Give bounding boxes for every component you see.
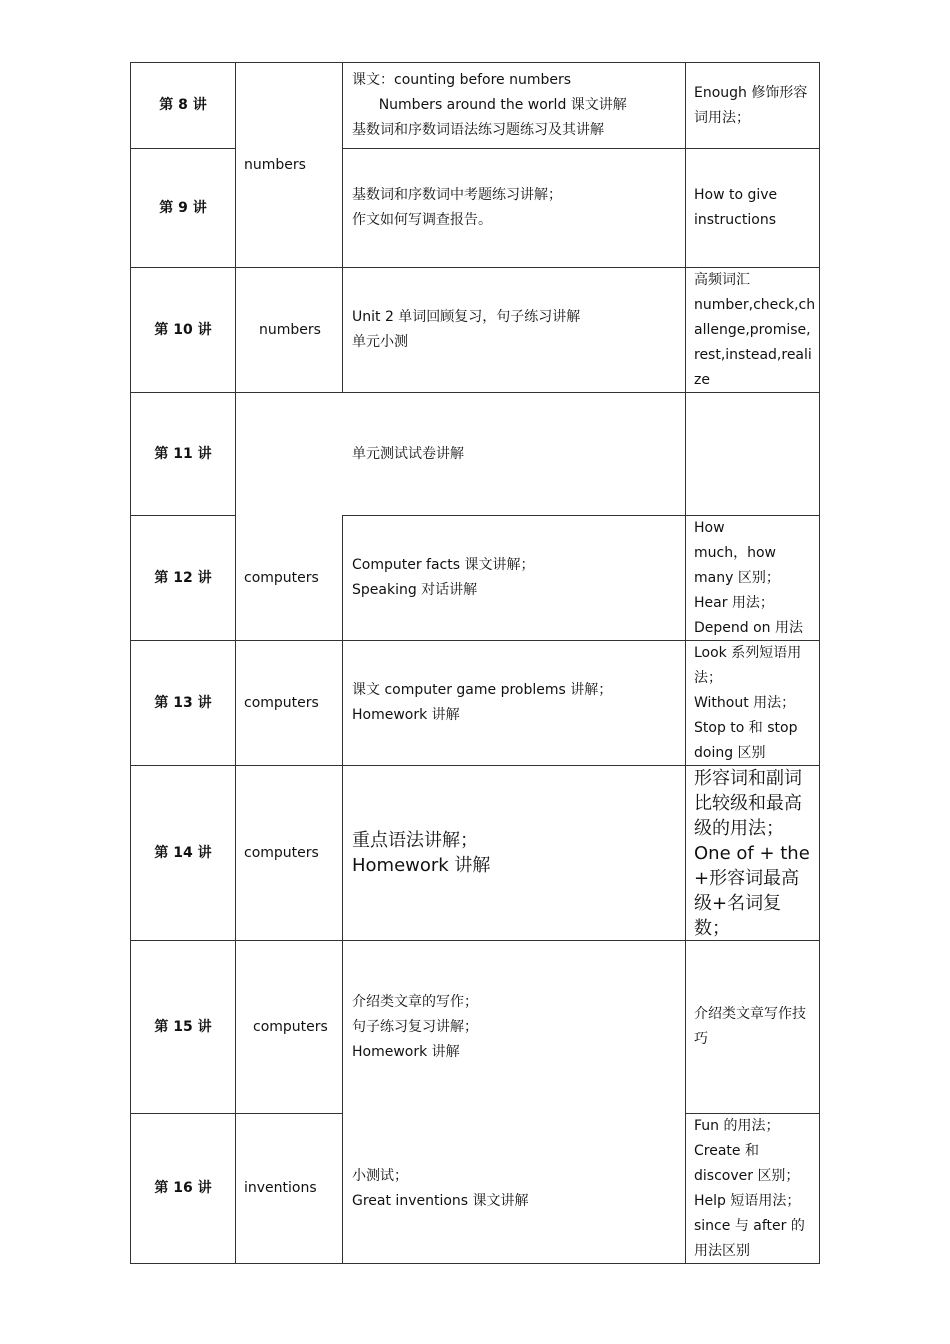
content-cell: 小测试； Great inventions 课文讲解 (352, 1167, 529, 1209)
topic-cell: computers (244, 569, 319, 586)
notes-cell: How much，how many 区别； Hear 用法； Depend on 用法 (694, 519, 803, 636)
topic-cell: numbers (244, 156, 306, 173)
topic-cell: computers (253, 1018, 328, 1035)
content-cell: 重点语法讲解； Homework 讲解 (352, 830, 491, 876)
column-divider (235, 62, 236, 1264)
notes-cell: How to give instructions (694, 187, 778, 228)
column-divider (342, 515, 343, 1264)
lecture-cell: 第 15 讲 (154, 1018, 212, 1035)
lecture-cell: 第 16 讲 (154, 1180, 212, 1196)
column-divider (342, 62, 343, 393)
content-cell: Computer facts 课文讲解； Speaking 对话讲解 (352, 557, 535, 598)
column-divider (685, 62, 686, 1264)
topic-cell: numbers (259, 321, 321, 338)
content-cell: 基数词和序数词中考题练习讲解； 作文如何写调查报告。 (352, 187, 562, 228)
table-border-right (819, 62, 820, 1264)
lecture-cell: 第 12 讲 (154, 569, 212, 586)
content-cell: 课文：counting before numbers Numbers around the world 课文讲解 基数词和序数词语法练习题练习及其讲解 (352, 72, 627, 138)
lecture-cell: 第 14 讲 (154, 844, 212, 861)
lecture-cell: 第 8 讲 (159, 97, 207, 113)
lecture-cell: 第 13 讲 (154, 694, 212, 711)
topic-cell: inventions (244, 1180, 317, 1196)
content-cell: 单元测试试卷讲解 (352, 445, 464, 462)
lecture-cell: 第 10 讲 (154, 321, 212, 338)
notes-cell: 形容词和副词 比较级和最高 级的用法； One of + the +形容词最高 级+名词复 数； (694, 767, 810, 939)
topic-cell: computers (244, 694, 319, 711)
lecture-cell: 第 11 讲 (154, 445, 212, 462)
notes-cell: 高频词汇 number,check,ch allenge,promise, rest,instead,reali ze (694, 271, 816, 388)
notes-cell: Enough 修饰形容 词用法； (694, 84, 808, 126)
notes-cell: 介绍类文章写作技 巧 (694, 1006, 806, 1047)
notes-cell: Fun 的用法； Create 和 discover 区别； Help 短语用法； since 与 after 的 用法区别 (694, 1117, 805, 1259)
content-cell: 课文 computer game problems 讲解； Homework 讲解 (352, 682, 613, 723)
topic-cell: computers (244, 844, 319, 861)
lecture-cell: 第 9 讲 (159, 199, 207, 216)
content-cell: 介绍类文章的写作； 句子练习复习讲解； Homework 讲解 (352, 993, 478, 1060)
notes-cell: Look 系列短语用 法； Without 用法； Stop to 和 stop doing 区别 (694, 644, 802, 761)
content-cell: Unit 2 单词回顾复习，句子练习讲解 单元小测 (352, 309, 581, 350)
